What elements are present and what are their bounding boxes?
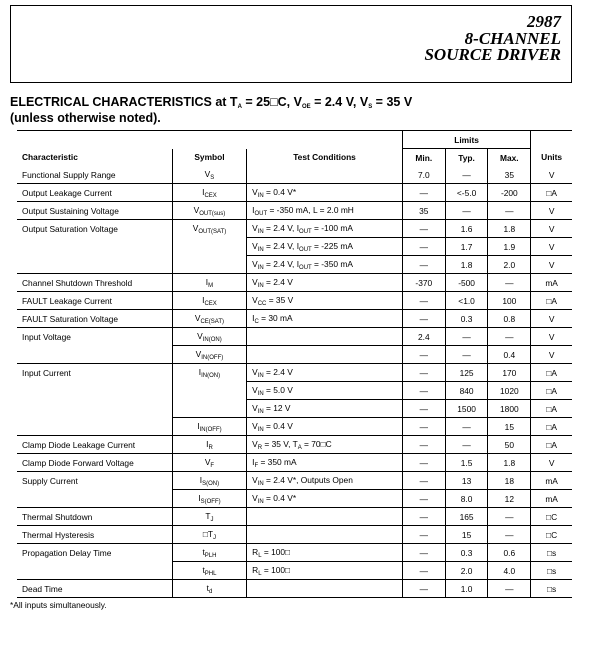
cell-units: □s — [531, 544, 572, 562]
cell-max: 18 — [488, 472, 531, 490]
cell-symbol — [172, 256, 246, 274]
cell-characteristic: Clamp Diode Forward Voltage — [17, 454, 172, 472]
table-body — [17, 166, 572, 598]
cell-typ: 125 — [445, 364, 488, 382]
cell-max: 12 — [488, 490, 531, 508]
table-row — [17, 238, 572, 256]
cell-symbol: $V_S$ — [172, 166, 246, 184]
cell-characteristic — [17, 418, 172, 436]
cell-max: 4.0 — [488, 562, 531, 580]
cell-min: 35 — [402, 202, 445, 220]
cell-units: □s — [531, 580, 572, 598]
cell-max: 1.8 — [488, 220, 531, 238]
cell-max: — — [488, 526, 531, 544]
cell-units: □A — [531, 364, 572, 382]
cell-typ: — — [445, 166, 488, 184]
cell-typ: -500 — [445, 274, 488, 292]
cell-units: □A — [531, 292, 572, 310]
table-row — [17, 472, 572, 490]
cell-typ: — — [445, 328, 488, 346]
cell-typ: — — [445, 202, 488, 220]
cell-min: 2.4 — [402, 328, 445, 346]
header-spacer — [17, 131, 402, 149]
cell-min: — — [402, 454, 445, 472]
cell-max: 1020 — [488, 382, 531, 400]
cell-symbol: $I_R$ — [172, 436, 246, 454]
cell-units: V — [531, 166, 572, 184]
title-mid2: , V — [286, 95, 302, 109]
cell-min: — — [402, 508, 445, 526]
cell-characteristic: Output Saturation Voltage — [22, 223, 118, 234]
cell-characteristic: Supply Current — [22, 475, 78, 486]
cell-max: — — [488, 328, 531, 346]
cell-units: □A — [531, 382, 572, 400]
cell-conditions — [247, 508, 403, 526]
cell-typ: — — [445, 436, 488, 454]
cell-characteristic — [17, 256, 172, 274]
cell-min: — — [402, 346, 445, 364]
cell-min: — — [402, 292, 445, 310]
cell-typ: <-5.0 — [445, 184, 488, 202]
cell-typ: 1.8 — [445, 256, 488, 274]
table-row — [17, 436, 572, 454]
cell-min: — — [402, 580, 445, 598]
cell-typ: 2.0 — [445, 562, 488, 580]
cell-min: — — [402, 472, 445, 490]
table-row — [17, 166, 572, 184]
cell-conditions: $R_L$ = 100□ — [247, 562, 403, 580]
cell-conditions: $V_{IN} = 0.4$ V — [247, 418, 403, 436]
table-row — [17, 184, 572, 202]
cell-min: — — [402, 544, 445, 562]
cell-min: — — [402, 184, 445, 202]
cell-max: 50 — [488, 436, 531, 454]
cell-units: □C — [531, 508, 572, 526]
cell-max: 100 — [488, 292, 531, 310]
cell-units: □A — [531, 436, 572, 454]
cell-typ: <1.0 — [445, 292, 488, 310]
title-mid1: = 25 — [241, 95, 271, 109]
cell-min: — — [402, 490, 445, 508]
cell-max: — — [488, 508, 531, 526]
cell-max: — — [488, 202, 531, 220]
cell-conditions — [247, 580, 403, 598]
cell-conditions: $V_{CC} = 35$ V — [247, 292, 403, 310]
cell-max: 0.6 — [488, 544, 531, 562]
cell-units: □A — [531, 400, 572, 418]
cell-max: 15 — [488, 418, 531, 436]
cell-units: mA — [531, 490, 572, 508]
cell-characteristic: FAULT Saturation Voltage — [17, 310, 172, 328]
table-row — [17, 508, 572, 526]
table-row — [17, 292, 572, 310]
characteristics-table — [17, 130, 572, 598]
cell-min: — — [402, 562, 445, 580]
cell-conditions: $V_{IN} = 2.4$ V*, Outputs Open — [247, 472, 403, 490]
cell-max: 35 — [488, 166, 531, 184]
header-line-3: SOURCE DRIVER — [424, 45, 561, 64]
cell-max: 2.0 — [488, 256, 531, 274]
cell-characteristic: Output Leakage Current — [17, 184, 172, 202]
cell-units: mA — [531, 472, 572, 490]
title-mid3: = 2.4 V, V — [310, 95, 369, 109]
table-row — [17, 580, 572, 598]
cell-conditions: $I_C = 30$ mA — [247, 310, 403, 328]
cell-max: — — [488, 580, 531, 598]
section-subtitle: (unless otherwise noted). — [10, 111, 161, 125]
cell-conditions: $R_L$ = 100□ — [247, 544, 403, 562]
cell-typ: 1500 — [445, 400, 488, 418]
cell-units: V — [531, 220, 572, 238]
cell-units: V — [531, 256, 572, 274]
cell-conditions: $V_{IN} = 12$ V — [247, 400, 403, 418]
cell-max: -200 — [488, 184, 531, 202]
col-typ: Typ. — [445, 149, 488, 167]
col-characteristic: Characteristic — [22, 152, 78, 163]
cell-conditions: $V_{IN} = 0.4$ V* — [247, 490, 403, 508]
cell-characteristic: FAULT Leakage Current — [17, 292, 172, 310]
cell-units: □s — [531, 562, 572, 580]
col-max: Max. — [488, 149, 531, 167]
cell-typ: 1.7 — [445, 238, 488, 256]
cell-min: -370 — [402, 274, 445, 292]
cell-units: V — [531, 328, 572, 346]
table-row — [17, 310, 572, 328]
cell-characteristic: Dead Time — [17, 580, 172, 598]
cell-conditions: $I_{OUT} = -350$ mA, L = 2.0 mH — [247, 202, 403, 220]
cell-units: V — [531, 310, 572, 328]
cell-units: V — [531, 454, 572, 472]
table-row — [17, 400, 572, 418]
title-end: = 35 V — [372, 95, 413, 109]
cell-conditions: $V_{IN} = 0.4$ V* — [247, 184, 403, 202]
cell-typ: 0.3 — [445, 310, 488, 328]
col-test-conditions: Test Conditions — [247, 149, 403, 167]
cell-conditions: $I_F = 350$ mA — [247, 454, 403, 472]
cell-max: — — [488, 274, 531, 292]
cell-conditions — [247, 346, 403, 364]
cell-min: — — [402, 220, 445, 238]
cell-min: — — [402, 238, 445, 256]
cell-characteristic — [17, 382, 172, 400]
cell-max: 1.9 — [488, 238, 531, 256]
cell-min: 7.0 — [402, 166, 445, 184]
cell-characteristic — [17, 346, 172, 364]
header-line-2: 8-CHANNEL — [464, 29, 561, 48]
cell-symbol: $I_{IN(OFF)}$ — [172, 418, 246, 436]
cell-conditions: $V_{IN} = 2.4$ V — [247, 274, 403, 292]
cell-max: 1800 — [488, 400, 531, 418]
table-row — [17, 562, 572, 580]
cell-conditions: $V_{IN} = 5.0$ V — [247, 382, 403, 400]
cell-min: — — [402, 382, 445, 400]
cell-conditions: $V_{IN} = 2.4$ V, $I_{OUT} = -100$ mA — [247, 220, 403, 238]
table-row — [17, 328, 572, 346]
cell-conditions — [247, 526, 403, 544]
cell-max: 170 — [488, 364, 531, 382]
cell-symbol: $□T_J$ — [172, 526, 246, 544]
units-spacer — [531, 131, 572, 149]
cell-typ: 13 — [445, 472, 488, 490]
table-row — [17, 220, 572, 238]
cell-typ: 1.0 — [445, 580, 488, 598]
col-min: Min. — [402, 149, 445, 167]
cell-min: — — [402, 310, 445, 328]
cell-units: □A — [531, 184, 572, 202]
title-sub-oe: OE — [301, 104, 311, 110]
cell-symbol: $t_{PHL}$ — [172, 562, 246, 580]
limits-header: Limits — [402, 131, 530, 149]
cell-symbol: $V_{OUT(SAT)}$ — [172, 220, 246, 238]
cell-characteristic — [17, 400, 172, 418]
cell-units: □C — [531, 526, 572, 544]
table-row — [17, 490, 572, 508]
cell-characteristic: Propagation Delay Time — [22, 547, 112, 558]
title-sub-a: A — [237, 104, 242, 110]
cell-min: — — [402, 256, 445, 274]
cell-characteristic: Output Sustaining Voltage — [17, 202, 172, 220]
cell-typ: 840 — [445, 382, 488, 400]
cell-symbol: $I_{IN(ON)}$ — [172, 364, 246, 382]
cell-typ: 15 — [445, 526, 488, 544]
header-box — [10, 5, 572, 83]
footnote: *All inputs simultaneously. — [10, 600, 107, 610]
cell-conditions — [247, 166, 403, 184]
cell-symbol: $V_{CE(SAT)}$ — [172, 310, 246, 328]
cell-characteristic — [17, 490, 172, 508]
table-row — [17, 274, 572, 292]
col-symbol: Symbol — [172, 149, 246, 167]
table-row — [17, 454, 572, 472]
cell-max: 1.8 — [488, 454, 531, 472]
cell-min: — — [402, 400, 445, 418]
cell-units: V — [531, 238, 572, 256]
cell-characteristic — [17, 562, 172, 580]
cell-typ: — — [445, 418, 488, 436]
cell-symbol — [172, 238, 246, 256]
table-row — [17, 544, 572, 562]
cell-typ: 1.6 — [445, 220, 488, 238]
cell-characteristic: Functional Supply Range — [17, 166, 172, 184]
cell-symbol: $I_{CEX}$ — [172, 184, 246, 202]
cell-conditions: $V_R = 35$ V, $T_A$ = 70□C — [247, 436, 403, 454]
cell-typ: — — [445, 346, 488, 364]
cell-min: — — [402, 418, 445, 436]
cell-units: V — [531, 202, 572, 220]
table-row — [17, 346, 572, 364]
table-row — [17, 382, 572, 400]
cell-symbol: $V_{OUT(sus)}$ — [172, 202, 246, 220]
cell-conditions — [247, 328, 403, 346]
cell-symbol — [172, 400, 246, 418]
cell-units: □A — [531, 418, 572, 436]
cell-conditions: $V_{IN} = 2.4$ V, $I_{OUT} = -225$ mA — [247, 238, 403, 256]
cell-symbol: $V_{IN(OFF)}$ — [172, 346, 246, 364]
title-deg: □C — [270, 95, 287, 109]
table-row — [17, 364, 572, 382]
part-number: 2987 — [527, 12, 561, 31]
cell-characteristic — [17, 238, 172, 256]
cell-symbol — [172, 382, 246, 400]
cell-max: 0.4 — [488, 346, 531, 364]
table-row — [17, 256, 572, 274]
cell-conditions: $V_{IN} = 2.4$ V, $I_{OUT} = -350$ mA — [247, 256, 403, 274]
cell-typ: 8.0 — [445, 490, 488, 508]
cell-typ: 165 — [445, 508, 488, 526]
cell-typ: 0.3 — [445, 544, 488, 562]
table-row — [17, 526, 572, 544]
cell-symbol: $V_F$ — [172, 454, 246, 472]
table-row — [17, 418, 572, 436]
cell-symbol: $I_{S(ON)}$ — [172, 472, 246, 490]
cell-characteristic: Input Current — [22, 367, 71, 378]
cell-min: — — [402, 436, 445, 454]
cell-units: mA — [531, 274, 572, 292]
cell-symbol: $T_J$ — [172, 508, 246, 526]
cell-symbol: $V_{IN(ON)}$ — [172, 328, 246, 346]
title-prefix: ELECTRICAL CHARACTERISTICS at T — [10, 95, 238, 109]
cell-symbol: $t_d$ — [172, 580, 246, 598]
cell-characteristic: Thermal Shutdown — [17, 508, 172, 526]
cell-typ: 1.5 — [445, 454, 488, 472]
cell-symbol: $I_{CEX}$ — [172, 292, 246, 310]
cell-max: 0.8 — [488, 310, 531, 328]
cell-characteristic: Channel Shutdown Threshold — [17, 274, 172, 292]
cell-min: — — [402, 364, 445, 382]
col-units: Units — [531, 149, 572, 167]
table-row — [17, 202, 572, 220]
title-sub-s: S — [368, 104, 373, 110]
cell-characteristic: Clamp Diode Leakage Current — [17, 436, 172, 454]
cell-conditions: $V_{IN} = 2.4$ V — [247, 364, 403, 382]
cell-units: V — [531, 346, 572, 364]
cell-characteristic: Input Voltage — [22, 331, 71, 342]
cell-symbol: $I_{S(OFF)}$ — [172, 490, 246, 508]
cell-symbol: $t_{PLH}$ — [172, 544, 246, 562]
cell-min: — — [402, 526, 445, 544]
cell-symbol: $I_M$ — [172, 274, 246, 292]
cell-characteristic: Thermal Hysteresis — [17, 526, 172, 544]
